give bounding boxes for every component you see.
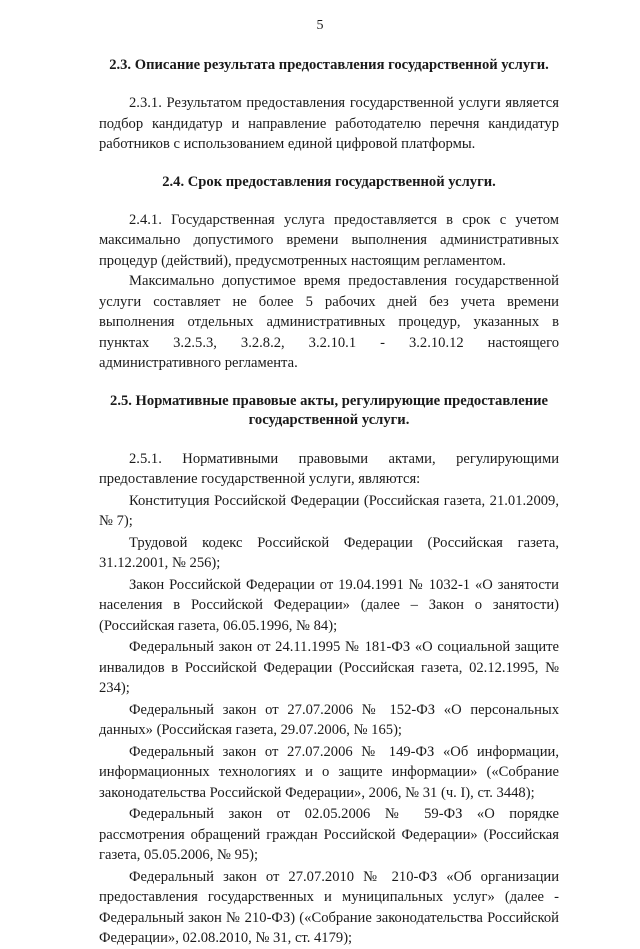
section-heading-2-3: 2.3. Описание результата предоставления государственной услуги. [109,57,549,73]
paragraph-2-4-1: 2.4.1. Государственная услуга предоставляется в срок с учетом максимально допустимого времени выполнения административных процедур (действий), предусмотренных настоящим регламентом. [99,211,559,269]
list-item: Федеральный закон от 27.07.2010 № 210-ФЗ «Об организации предоставления государственных и муниципальных услуг» (далее - Федеральный закон № 210-ФЗ) («Собрание законодательства Российской Федерации», 02.08.2010, № 31, ст. 4179); [99,868,559,946]
list-item: Конституция Российской Федерации (Российская газета, 21.01.2009, № 7); [99,492,559,529]
page-body [99,56,559,949]
page-number: 5 [316,18,324,33]
list-item: Федеральный закон от 02.05.2006 № 59-ФЗ «О порядке рассмотрения обращений граждан Российской Федерации» (Российская газета, 05.05.2006, № 95); [99,806,559,863]
list-item: Федеральный закон от 27.07.2006 № 152-ФЗ «О персональных данных» (Российская газета, 29.07.2006, № 165); [99,701,559,738]
paragraph-2-5-1: 2.5.1. Нормативными правовыми актами, регулирующими предоставление государственной услуги, являются: [99,450,559,487]
list-item: Закон Российской Федерации от 19.04.1991 № 1032-1 «О занятости населения в Российской Федерации» (далее – Закон о занятости) (Российская газета, 06.05.1996, № 84); [99,576,559,634]
list-item: Федеральный закон от 27.07.2006 № 149-ФЗ «Об информации, информационных технологиях и о защите информации» («Собрание законодательства Российской Федерации», 2006, № 31 (ч. I), ст. 3448); [99,743,559,801]
list-item: Трудовой кодекс Российской Федерации (Российская газета, 31.12.2001, № 256); [99,534,559,571]
paragraph-2-3-1: 2.3.1. Результатом предоставления государственной услуги является подбор кандидатур и направление работодателю перечня кандидатур работников с использованием единой цифровой платформы. [99,95,559,152]
list-item: Федеральный закон от 24.11.1995 № 181-ФЗ «О социальной защите инвалидов в Российской Федерации (Российская газета, 02.12.1995, № 234); [99,639,559,696]
section-heading-2-4: 2.4. Срок предоставления государственной услуги. [162,173,496,190]
section-heading-2-5: 2.5. Нормативные правовые акты, регулирующие предоставление государственной услуги. [110,392,548,428]
paragraph-2-4-max-time: Максимально допустимое время предоставления государственной услуги составляет не более 5 рабочих дней без учета времени выполнения отдельных административных процедур, указанных в пунктах 3.2.5.3, 3.2.8.2, 3.2.10.1 - 3.2.10.12 настоящего административного регламента. [99,273,559,371]
legal-acts-list [99,449,559,949]
